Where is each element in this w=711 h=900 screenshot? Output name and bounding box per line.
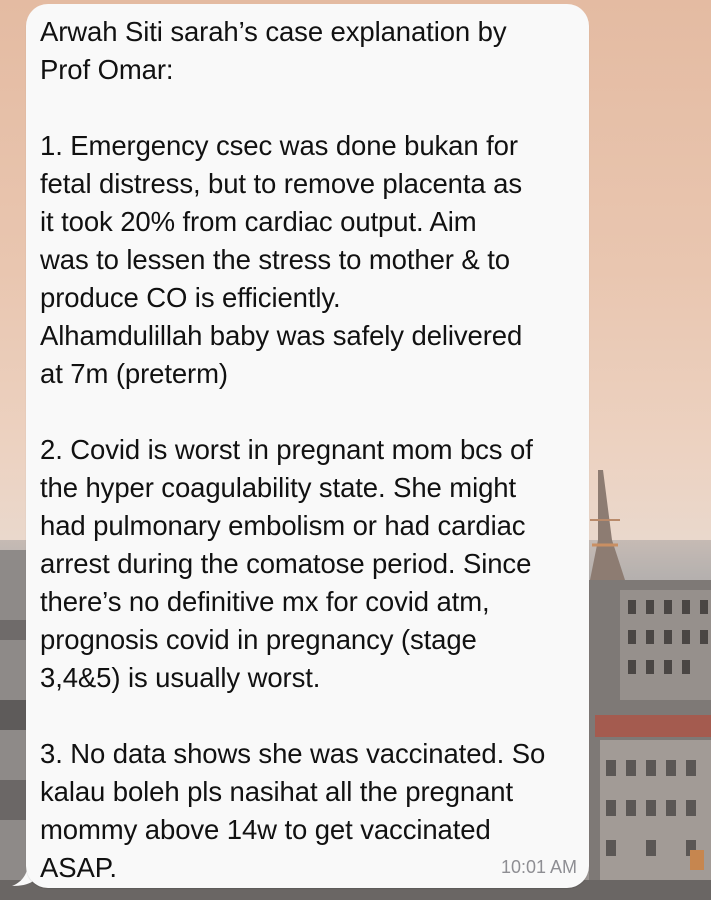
message-point-3: 3. No data shows she was vaccinated. So kalau boleh pls nasihat all the pregnant mommy above 14w to get vaccinated ASAP. xyxy=(40,738,546,883)
message-text xyxy=(40,13,575,887)
message-bubble[interactable] xyxy=(26,4,589,888)
message-header: Arwah Siti sarah’s case explanation by Prof Omar: xyxy=(40,16,507,85)
message-timestamp: 10:01 AM xyxy=(500,857,577,877)
message-point-1: 1. Emergency csec was done bukan for fetal distress, but to remove placenta as it took 20% from cardiac output. Aim was to lessen the stress to mother & to produce CO is efficiently. Alhamdulillah baby was safely delivered at 7m (preterm) xyxy=(40,130,523,389)
message-point-2: 2. Covid is worst in pregnant mom bcs of the hyper coagulability state. She might had pulmonary embolism or had cardiac arrest during the comatose period. Since there’s no definitive mx for covid atm, prognosis covid in pregnancy (stage 3,4&5) is usually worst. xyxy=(40,434,533,693)
